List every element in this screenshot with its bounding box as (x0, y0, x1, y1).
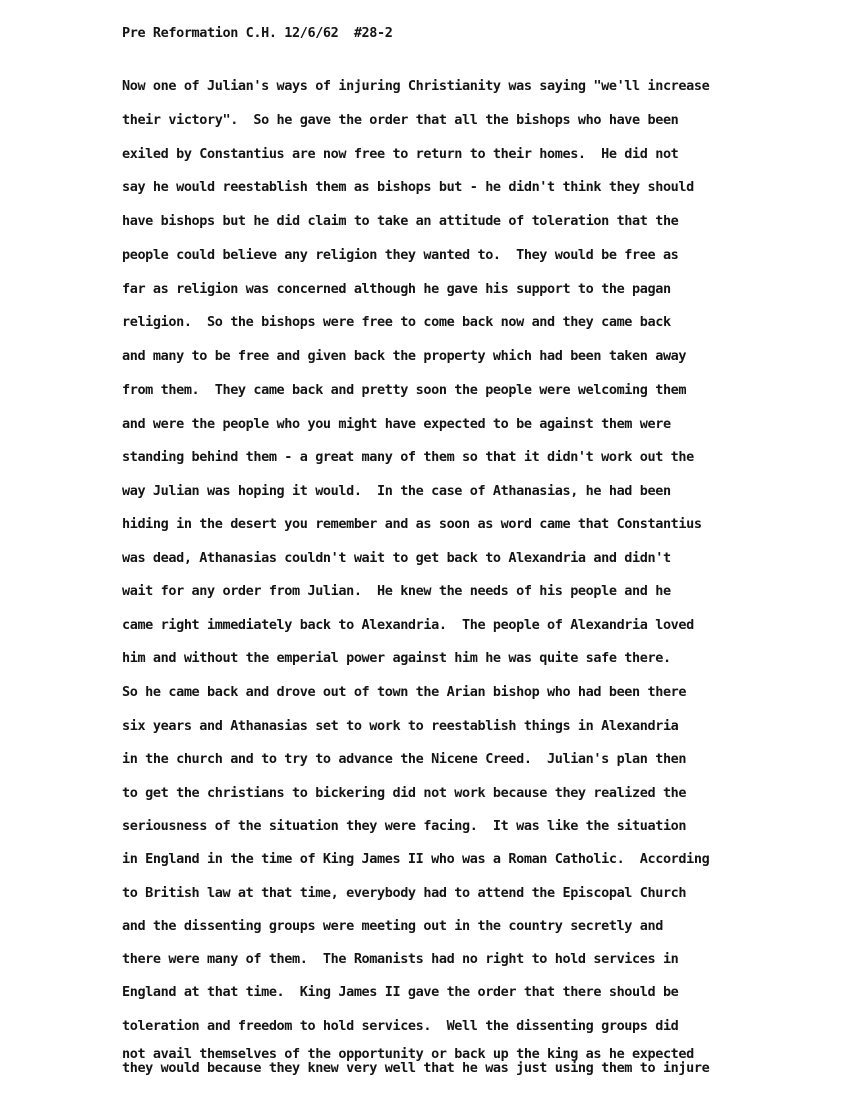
text-line: in the church and to try to advance the Nicene Creed. Julian's plan then (122, 751, 687, 767)
text-line: standing behind them - a great many of them so that it didn't work out the (122, 449, 694, 465)
text-line: way Julian was hoping it would. In the case of Athanasias, he had been (122, 483, 671, 499)
text-line: people could believe any religion they wanted to. They would be free as (122, 247, 679, 263)
text-line: and were the people who you might have expected to be against them were (122, 416, 671, 432)
text-line: say he would reestablish them as bishops but - he didn't think they should (122, 179, 694, 195)
text-line: their victory". So he gave the order that all the bishops who have been (122, 112, 679, 128)
text-line: far as religion was concerned although he gave his support to the pagan (122, 281, 671, 297)
text-line: Now one of Julian's ways of injuring Christianity was saying "we'll increase (122, 78, 710, 94)
text-line: have bishops but he did claim to take an attitude of toleration that the (122, 213, 679, 229)
text-line: was dead, Athanasias couldn't wait to get back to Alexandria and didn't (122, 550, 671, 566)
text-line: and many to be free and given back the property which had been taken away (122, 348, 687, 364)
text-line: hiding in the desert you remember and as soon as word came that Constantius (122, 516, 702, 532)
text-line: to get the christians to bickering did not work because they realized the (122, 785, 687, 801)
text-line: seriousness of the situation they were facing. It was like the situation (122, 818, 687, 834)
text-line: toleration and freedom to hold services. Well the dissenting groups did (122, 1018, 679, 1034)
text-line: they would because they knew very well that he was just using them to injure (122, 1060, 710, 1076)
text-line: came right immediately back to Alexandria. The people of Alexandria loved (122, 617, 694, 633)
text-line: there were many of them. The Romanists had no right to hold services in (122, 951, 679, 967)
text-line: six years and Athanasias set to work to reestablish things in Alexandria (122, 718, 679, 734)
text-line: religion. So the bishops were free to come back now and they came back (122, 314, 671, 330)
text-line: exiled by Constantius are now free to return to their homes. He did not (122, 146, 679, 162)
text-line: to British law at that time, everybody had to attend the Episcopal Church (122, 885, 687, 901)
text-line: from them. They came back and pretty soon the people were welcoming them (122, 382, 687, 398)
text-line: not avail themselves of the opportunity or back up the king as he expected (122, 1046, 694, 1062)
text-line: in England in the time of King James II who was a Roman Catholic. According (122, 851, 710, 867)
page-header: Pre Reformation C.H. 12/6/62 #28-2 (122, 25, 393, 41)
text-line: So he came back and drove out of town the Arian bishop who had been there (122, 684, 687, 700)
text-line: England at that time. King James II gave the order that there should be (122, 984, 679, 1000)
text-line: him and without the emperial power against him he was quite safe there. (122, 650, 671, 666)
text-line: wait for any order from Julian. He knew the needs of his people and he (122, 583, 671, 599)
text-line: and the dissenting groups were meeting out in the country secretly and (122, 918, 663, 934)
